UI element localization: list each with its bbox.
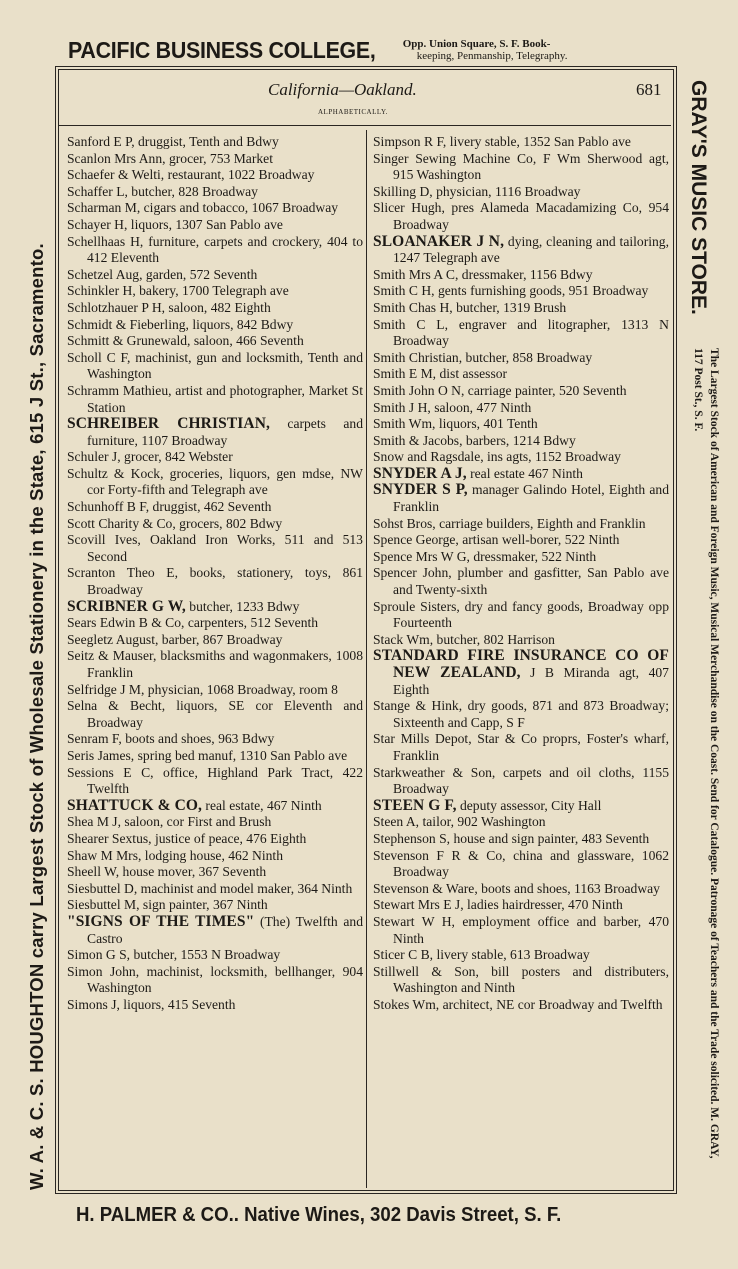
- entry-name: STEEN G F,: [373, 796, 457, 814]
- entry-details: artisan well-borer, 522 Ninth: [458, 532, 620, 548]
- entry-details: physician, 1068 Broadway, room 8: [144, 681, 338, 697]
- entry-name: "SIGNS OF THE TIMES": [67, 912, 255, 930]
- directory-entry: [67, 184, 363, 201]
- entry-name: Selfridge J M,: [67, 681, 145, 697]
- entry-details: artist and photographer, Market St Station: [87, 382, 363, 415]
- entry-name: Schinkler H,: [67, 283, 136, 299]
- entry-details: dying, cleaning and tailoring, 1247 Telegraph ave: [393, 233, 669, 266]
- directory-entry: [373, 416, 669, 433]
- directory-entry: [67, 831, 363, 848]
- directory-entry: [67, 615, 363, 632]
- entry-name: Smith Wm,: [373, 416, 436, 432]
- directory-entry: [67, 134, 363, 151]
- directory-entry: [373, 549, 669, 566]
- entry-details: liquors, 842 Bdwy: [188, 316, 294, 332]
- entry-details: spring bed manuf, 1310 San Pablo ave: [134, 747, 348, 763]
- entry-name: Shaw M Mrs,: [67, 847, 142, 863]
- entry-name: Smith John O N,: [373, 382, 465, 398]
- directory-entry: [67, 997, 363, 1014]
- entry-details: restaurant, 1022 Broadway: [164, 167, 315, 183]
- entry-details: bill posters and distributers, Washington and Ninth: [393, 963, 669, 996]
- entry-name: Scholl C F,: [67, 349, 131, 365]
- bottom-advertisement: H. PALMER & CO.. Native Wines, 302 Davis Street, S. F.: [76, 1204, 562, 1226]
- directory-entry: [67, 914, 363, 947]
- running-head: California—Oakland.: [268, 80, 417, 99]
- entry-details: dressmaker, 522 Ninth: [469, 548, 597, 564]
- entry-name: Stange & Hink,: [373, 698, 463, 714]
- entry-name: Spence George,: [373, 532, 459, 548]
- directory-entry: [373, 267, 669, 284]
- directory-entry: [67, 416, 363, 449]
- entry-name: Schmidt & Fieberling,: [67, 316, 189, 332]
- entry-details: pres Alameda Macadamizing Co, 954 Broadway: [393, 200, 669, 232]
- directory-entry: [67, 283, 363, 300]
- entry-details: J B Miranda agt, 407 Eighth: [393, 665, 669, 697]
- entry-details: furniture, carpets and crockery, 404 to 412 Eleventh: [87, 233, 364, 266]
- entry-name: Spence Mrs W G,: [373, 548, 470, 564]
- entry-details: boots and shoes, 963 Bdwy: [121, 731, 275, 747]
- directory-entry: [373, 599, 669, 632]
- top-ad-details: [403, 38, 568, 62]
- entry-details: liquors, SE cor Eleventh and Broadway: [87, 698, 363, 730]
- directory-entry: [373, 532, 669, 549]
- entry-details: liquors, 415 Seventh: [119, 996, 236, 1012]
- entry-name: Schellhaas H,: [67, 233, 144, 249]
- directory-entry: [373, 200, 669, 233]
- entry-name: Scharman M,: [67, 200, 141, 216]
- directory-entry: [67, 848, 363, 865]
- entry-details: livery stable, 613 Broadway: [433, 947, 590, 963]
- directory-entry: [373, 516, 669, 533]
- entry-details: gents furnishing goods, 951 Broadway: [434, 283, 649, 299]
- entry-details: physician, 1116 Broadway: [432, 183, 581, 199]
- entry-name: Simon John,: [67, 963, 140, 979]
- top-advertisement: [68, 32, 668, 68]
- directory-entry: [67, 532, 363, 565]
- directory-entry: [67, 897, 363, 914]
- entry-name: Slicer Hugh,: [373, 200, 445, 216]
- entry-details: blacksmiths and wagonmakers, 1008 Franklin: [87, 648, 363, 680]
- entry-name: Stillwell & Son,: [373, 963, 479, 979]
- entry-details: plumber and gasfitter, San Pablo ave and Twenty-sixth: [393, 565, 669, 598]
- entry-name: Smith J H,: [373, 399, 431, 415]
- directory-entry: [373, 366, 669, 383]
- directory-entry: [373, 848, 669, 881]
- entry-details: butcher, 828 Broadway: [127, 183, 258, 199]
- directory-entry: [373, 831, 669, 848]
- directory-entry: [67, 449, 363, 466]
- entry-details: real estate 467 Ninth: [466, 465, 583, 481]
- entry-details: dry goods, 871 and 873 Broadway; Sixteenth and Capp, S F: [393, 698, 669, 730]
- entry-details: boots and shoes, 1163 Broadway: [477, 880, 660, 896]
- directory-entry: [67, 317, 363, 334]
- directory-entry: [67, 864, 363, 881]
- directory-entry: [67, 698, 363, 731]
- entry-details: saloon, 477 Ninth: [430, 399, 532, 415]
- entry-name: Scovill Ives,: [67, 532, 141, 548]
- entry-details: groceries, liquors, gen mdse, NW cor Forty-fifth and Telegraph ave: [87, 465, 363, 498]
- entry-details: cigars and tobacco, 1067 Broadway: [140, 200, 339, 216]
- directory-entry: [373, 350, 669, 367]
- entry-details: butcher, 1319 Brush: [452, 299, 567, 315]
- directory-entry: [67, 881, 363, 898]
- entry-details: house and sign painter, 483 Seventh: [450, 830, 650, 846]
- entry-name: SNYDER S P,: [373, 481, 468, 499]
- entry-name: Stokes Wm,: [373, 996, 440, 1012]
- entry-details: ins agts, 1152 Broadway: [483, 449, 621, 465]
- entry-details: justice of peace, 476 Eighth: [151, 830, 307, 846]
- entry-details: office, Highland Park Tract, 422 Twelfth: [87, 764, 363, 797]
- entry-name: Sticer C B,: [373, 947, 434, 963]
- entry-name: Schultz & Kock,: [67, 465, 164, 481]
- entry-name: Schayer H,: [67, 216, 128, 232]
- top-ad-line-2: keeping, Penmanship, Telegraphy.: [416, 50, 568, 62]
- directory-entry: [67, 814, 363, 831]
- entry-details: carpets and furniture, 1107 Broadway: [87, 416, 363, 448]
- entry-name: SLOANAKER J N,: [373, 232, 505, 250]
- directory-entry: [67, 267, 363, 284]
- entry-details: real estate, 467 Ninth: [202, 797, 322, 813]
- directory-entry: [373, 466, 669, 483]
- directory-entry: [373, 814, 669, 831]
- entry-name: Smith C H,: [373, 283, 435, 299]
- entry-name: Skilling D,: [373, 183, 433, 199]
- entry-name: Selna & Becht,: [67, 698, 166, 714]
- entry-details: carriage painter, 520 Seventh: [464, 382, 627, 398]
- entry-name: Simons J,: [67, 996, 120, 1012]
- entry-name: Schaffer L,: [67, 183, 128, 199]
- entry-name: Steen A,: [373, 814, 420, 830]
- entry-details: F Wm Sherwood agt, 915 Washington: [393, 150, 669, 183]
- entry-details: employment office and barber, 470 Ninth: [393, 913, 669, 946]
- entry-details: china and glassware, 1062 Broadway: [393, 847, 669, 880]
- entry-details: butcher, 802 Harrison: [433, 631, 555, 647]
- entry-details: garden, 572 Seventh: [142, 266, 258, 282]
- left-margin-advertisement: W. A. & C. S. HOUGHTON carry Largest Stock of Wholesale Stationery in the State, 615 J St., Sacramento.: [26, 243, 47, 1190]
- directory-entry: [67, 648, 363, 681]
- directory-entry: [67, 947, 363, 964]
- entry-details: dry and fancy goods, Broadway opp Fourteenth: [393, 598, 669, 631]
- entry-details: carpets and oil cloths, 1155 Broadway: [393, 764, 670, 797]
- directory-entry: [67, 499, 363, 516]
- entry-name: Shea M J,: [67, 814, 121, 830]
- directory-entry: [67, 383, 363, 416]
- entry-name: Smith & Jacobs,: [373, 432, 463, 448]
- entry-details: grocers, 802 Bdwy: [175, 515, 283, 531]
- entry-name: Smith Chas H,: [373, 299, 453, 315]
- directory-entry: [373, 698, 669, 731]
- left-column: [67, 134, 363, 1013]
- entry-name: SHATTUCK & CO,: [67, 796, 203, 814]
- entry-name: SNYDER A J,: [373, 464, 467, 482]
- entry-name: Spencer John,: [373, 565, 452, 581]
- page-number: 681: [636, 80, 662, 99]
- entry-details: deputy assessor, City Hall: [456, 797, 602, 813]
- entry-details: saloon, 482 Eighth: [165, 299, 271, 315]
- column-divider: [366, 130, 367, 1188]
- entry-details: liquors, 1307 San Pablo ave: [127, 216, 283, 232]
- entry-name: Seris James,: [67, 747, 135, 763]
- entry-name: Stephenson S,: [373, 830, 451, 846]
- entry-name: Smith Mrs A C,: [373, 266, 459, 282]
- entry-details: dressmaker, 1156 Bdwy: [458, 266, 593, 282]
- entry-name: Stevenson F R & Co,: [373, 847, 506, 863]
- entry-name: Sears Edwin B & Co,: [67, 615, 185, 631]
- top-ad-line-1: Opp. Union Square, S. F. Book-: [402, 38, 551, 50]
- entry-name: Stack Wm,: [373, 631, 434, 647]
- entry-name: Sanford E P,: [67, 134, 135, 149]
- directory-entry: [373, 765, 669, 798]
- directory-entry: [67, 167, 363, 184]
- entry-details: books, stationery, toys, 861 Broadway: [87, 565, 363, 598]
- directory-entry: [373, 300, 669, 317]
- entry-name: Star Mills Depot,: [373, 731, 472, 747]
- entry-details: liquors, 401 Tenth: [435, 416, 538, 432]
- directory-entry: [67, 748, 363, 765]
- directory-entry: [373, 964, 669, 997]
- entry-name: Schmitt & Grunewald,: [67, 333, 191, 349]
- entry-details: barbers, 1214 Bdwy: [462, 432, 576, 448]
- entry-details: butcher, 858 Broadway: [462, 349, 593, 365]
- directory-entry: [67, 599, 363, 616]
- directory-entry: [67, 964, 363, 997]
- directory-entry: [67, 333, 363, 350]
- entry-name: Scanlon Mrs Ann,: [67, 150, 166, 166]
- entry-details: barber, 867 Broadway: [158, 631, 283, 647]
- directory-entry: [373, 914, 669, 947]
- entry-name: SCRIBNER G W,: [67, 597, 186, 615]
- entry-details: (The) Twelfth and Castro: [87, 913, 363, 946]
- entry-name: Siesbuttel D,: [67, 880, 138, 896]
- entry-name: Seitz & Mauser,: [67, 648, 157, 664]
- entry-details: grocer, 753 Market: [165, 150, 273, 166]
- entry-name: Siesbuttel M,: [67, 897, 140, 913]
- right-margin-ad-title: GRAY'S MUSIC STORE.: [687, 80, 710, 315]
- directory-entry: [373, 283, 669, 300]
- entry-name: Schunhoff B F,: [67, 499, 150, 515]
- directory-entry: [67, 300, 363, 317]
- entry-name: Schaefer & Welti,: [67, 167, 165, 183]
- entry-name: Schuler J,: [67, 449, 121, 465]
- entry-name: Simon G S,: [67, 947, 131, 963]
- entry-name: Shearer Sextus,: [67, 830, 152, 846]
- entry-name: Stevenson & Ware,: [373, 880, 478, 896]
- entry-details: ladies hairdresser, 470 Ninth: [463, 897, 623, 913]
- directory-entry: [373, 449, 669, 466]
- entry-name: Singer Sewing Machine Co,: [373, 150, 537, 166]
- directory-entry: [373, 798, 669, 815]
- directory-entry: [373, 482, 669, 515]
- entry-details: manager Galindo Hotel, Eighth and Franklin: [393, 482, 670, 515]
- entry-name: Sheell W,: [67, 864, 120, 880]
- right-column: [373, 134, 669, 1013]
- entry-details: Oakland Iron Works, 511 and 513 Second: [87, 532, 363, 564]
- entry-name: Sproule Sisters,: [373, 598, 460, 614]
- entry-details: bakery, 1700 Telegraph ave: [135, 283, 289, 299]
- directory-entry: [373, 947, 669, 964]
- top-ad-headline: PACIFIC BUSINESS COLLEGE,: [68, 36, 376, 63]
- directory-entry: [373, 433, 669, 450]
- entry-name: Snow and Ragsdale,: [373, 449, 484, 465]
- entry-details: druggist, 462 Seventh: [149, 499, 272, 515]
- entry-name: Seegletz August,: [67, 631, 159, 647]
- entry-details: engraver and litographer, 1313 N Broadway: [393, 316, 669, 349]
- entry-details: grocer, 842 Webster: [120, 449, 233, 465]
- directory-entry: [373, 134, 669, 151]
- directory-entry: [373, 731, 669, 764]
- directory-entry: [373, 400, 669, 417]
- right-margin-ad-body: The Largest Stock of American and Foreign Music, Musical Merchandise on the Coast. Send for Catalogue. Patronage of Teachers and the Trade solicited. M. GRAY, 117 Post St., S. F.: [692, 348, 720, 1159]
- directory-entry: [67, 234, 363, 267]
- entry-name: Smith E M,: [373, 366, 437, 382]
- entry-details: butcher, 1553 N Broadway: [130, 947, 281, 963]
- entry-details: sign painter, 367 Ninth: [139, 897, 268, 913]
- entry-details: carriage builders, Eighth and Franklin: [435, 515, 646, 531]
- entry-details: tailor, 902 Washington: [419, 814, 546, 830]
- directory-entry: [373, 632, 669, 649]
- directory-entry: [67, 565, 363, 598]
- entry-details: house mover, 367 Seventh: [119, 864, 267, 880]
- entry-details: carpenters, 512 Seventh: [184, 615, 319, 631]
- directory-entry: [373, 648, 669, 698]
- entry-name: Schetzel Aug,: [67, 266, 143, 282]
- directory-entry: [67, 466, 363, 499]
- entry-details: saloon, 466 Seventh: [190, 333, 304, 349]
- entry-details: livery stable, 1352 San Pablo ave: [446, 134, 631, 149]
- entry-name: Smith Christian,: [373, 349, 463, 365]
- entry-details: architect, NE cor Broadway and Twelfth: [439, 996, 663, 1012]
- entry-details: druggist, Tenth and Bdwy: [134, 134, 279, 149]
- directory-entry: [67, 516, 363, 533]
- directory-entry: [67, 731, 363, 748]
- entry-name: Scranton Theo E,: [67, 565, 178, 581]
- directory-entry: [67, 765, 363, 798]
- directory-entry: [373, 565, 669, 598]
- directory-entry: [67, 632, 363, 649]
- entry-name: Stewart Mrs E J,: [373, 897, 464, 913]
- directory-entry: [67, 217, 363, 234]
- entry-details: lodging house, 462 Ninth: [141, 847, 284, 863]
- directory-entry: [373, 383, 669, 400]
- alphabetically-label: ALPHABETICALLY.: [318, 108, 388, 116]
- entry-name: Sohst Bros,: [373, 515, 436, 531]
- header-rule: [59, 125, 671, 126]
- entry-name: Stewart W H,: [373, 913, 455, 929]
- directory-entry: [67, 200, 363, 217]
- entry-details: machinist and model maker, 364 Ninth: [137, 880, 353, 896]
- entry-details: butcher, 1233 Bdwy: [185, 598, 300, 614]
- entry-name: Schlotzhauer P H,: [67, 299, 166, 315]
- entry-name: SCHREIBER CHRISTIAN,: [67, 415, 270, 433]
- directory-entry: [373, 317, 669, 350]
- entry-name: Smith C L,: [373, 316, 448, 332]
- directory-entry: [373, 184, 669, 201]
- entry-name: Starkweather & Son,: [373, 764, 496, 780]
- directory-entry: [67, 798, 363, 815]
- directory-entry: [67, 682, 363, 699]
- entry-name: Sessions E C,: [67, 764, 154, 780]
- entry-name: Schramm Mathieu,: [67, 382, 172, 398]
- directory-entry: [67, 350, 363, 383]
- entry-name: Simpson R F,: [373, 134, 447, 149]
- directory-entry: [373, 897, 669, 914]
- entry-name: STANDARD FIRE INSURANCE CO OF NEW ZEALAND,: [373, 647, 669, 681]
- directory-entry: [373, 997, 669, 1014]
- entry-details: Star & Co proprs, Foster's wharf, Franklin: [393, 731, 669, 763]
- entry-details: machinist, gun and locksmith, Tenth and Washington: [87, 349, 363, 382]
- directory-entry: [373, 151, 669, 184]
- directory-entry: [67, 151, 363, 168]
- entry-details: machinist, locksmith, bellhanger, 904 Washington: [87, 963, 363, 996]
- entry-name: Scott Charity & Co,: [67, 515, 176, 531]
- entry-details: saloon, cor First and Brush: [121, 814, 272, 830]
- entry-name: Senram F,: [67, 731, 122, 747]
- entry-details: dist assessor: [436, 366, 508, 382]
- directory-entry: [373, 881, 669, 898]
- directory-entry: [373, 234, 669, 267]
